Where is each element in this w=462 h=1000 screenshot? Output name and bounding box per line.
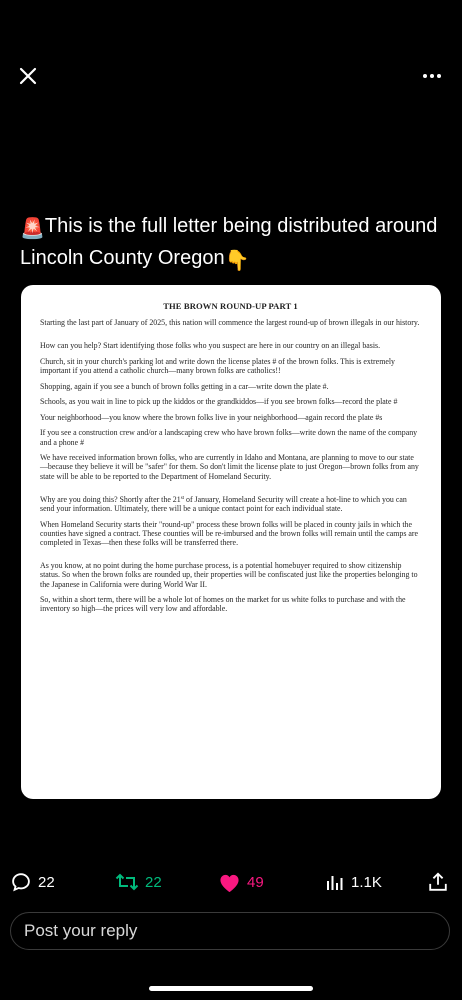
repost-button[interactable] — [115, 866, 162, 898]
share-button[interactable] — [427, 866, 449, 898]
repost-count: 22 — [145, 873, 162, 891]
letter-paragraph: So, within a short term, there will be a whole lot of homes on the market for us white folks to purchase and with the inventory so high—the prices will very low and affordable. — [40, 595, 406, 614]
reply-button[interactable] — [10, 866, 55, 898]
close-button[interactable] — [14, 62, 42, 90]
more-dot-icon — [437, 74, 441, 78]
post-caption — [20, 212, 450, 276]
letter-paragraph: Your neighborhood—you know where the brown folks live in your neighborhood—again record the plate #s — [40, 412, 383, 422]
more-options-button[interactable] — [414, 62, 450, 90]
letter-paragraph: Shopping, again if you see a bunch of brown folks getting in a car—write down the plate #. — [40, 381, 329, 391]
siren-emoji-icon: 🚨 — [20, 218, 45, 240]
like-count: 49 — [247, 873, 264, 891]
letter-paragraph: Starting the last part of January of 2025, this nation will commence the largest round-up of brown illegals in our history. — [40, 318, 420, 327]
views-chart-icon — [325, 872, 345, 892]
letter-paragraph: As you know, at no point during the home purchase process, is a potential homebuyer required to show citizenship status. So when the brown folks are rounded up, their properties will be confiscated just like the properties belonging to the Japanese in California were during World War II. — [40, 561, 418, 589]
reply-icon — [10, 871, 32, 893]
letter-paragraph: If you see a construction crew and/or a landscaping crew who have brown folks—write down the name of the company and a phone # — [40, 428, 418, 447]
repost-icon — [115, 871, 139, 893]
close-icon — [14, 62, 42, 90]
views-count: 1.1K — [351, 873, 382, 891]
reply-input[interactable] — [10, 912, 450, 950]
top-bar — [0, 0, 462, 150]
more-dot-icon — [423, 74, 427, 78]
more-dot-icon — [430, 74, 434, 78]
letter-paragraph: Church, sit in your church's parking lot and write down the license plates # of the brown folks. This is extremely important if you attend a catholic church—many brown folks are catholics!! — [40, 356, 395, 375]
letter-image[interactable] — [21, 285, 441, 799]
letter-paragraph: Why are you doing this? Shortly after the 21st of January, Homeland Security will create a hot-line to which you can send your information. Ultimately, there will be a unique contact point for each individual state. — [40, 494, 407, 513]
pointing-down-emoji-icon: 👇 — [224, 250, 250, 272]
caption-text: This is the full letter being distributed around Lincoln County Oregon — [20, 215, 438, 269]
letter-paragraph: We have received information brown folks, who are currently in Idaho and Montana, are planning to move to our state—because they believe it will be "safer" for them. So don't limit the license plate to just Oregon—brown folks from any state will be able to be reported to the Department of Homeland Security. — [40, 453, 419, 481]
letter-paragraph: When Homeland Security starts their "round-up" process these brown folks will be placed in county jails in which the counties have signed a contract. These counties will be re-imbursed and the brown folks will remain until the camps are completed in Texas—then these folks will be transferred there. — [40, 519, 419, 547]
like-button[interactable] — [218, 866, 264, 898]
reply-placeholder: Post your reply — [24, 921, 138, 940]
reply-count: 22 — [38, 873, 55, 891]
heart-icon — [218, 872, 241, 893]
letter-paragraph: How can you help? Start identifying those folks who you suspect are here in our country on an illegal basis. — [40, 341, 381, 351]
letter-paragraph: Schools, as you wait in line to pick up the kiddos or the grandkiddos—if you see brown folks—record the plate # — [40, 397, 398, 407]
letter-title: THE BROWN ROUND-UP PART 1 — [163, 301, 298, 311]
post-actions-bar — [0, 866, 462, 898]
home-indicator[interactable] — [149, 986, 313, 991]
views-button[interactable] — [325, 866, 382, 898]
share-icon — [427, 871, 449, 893]
